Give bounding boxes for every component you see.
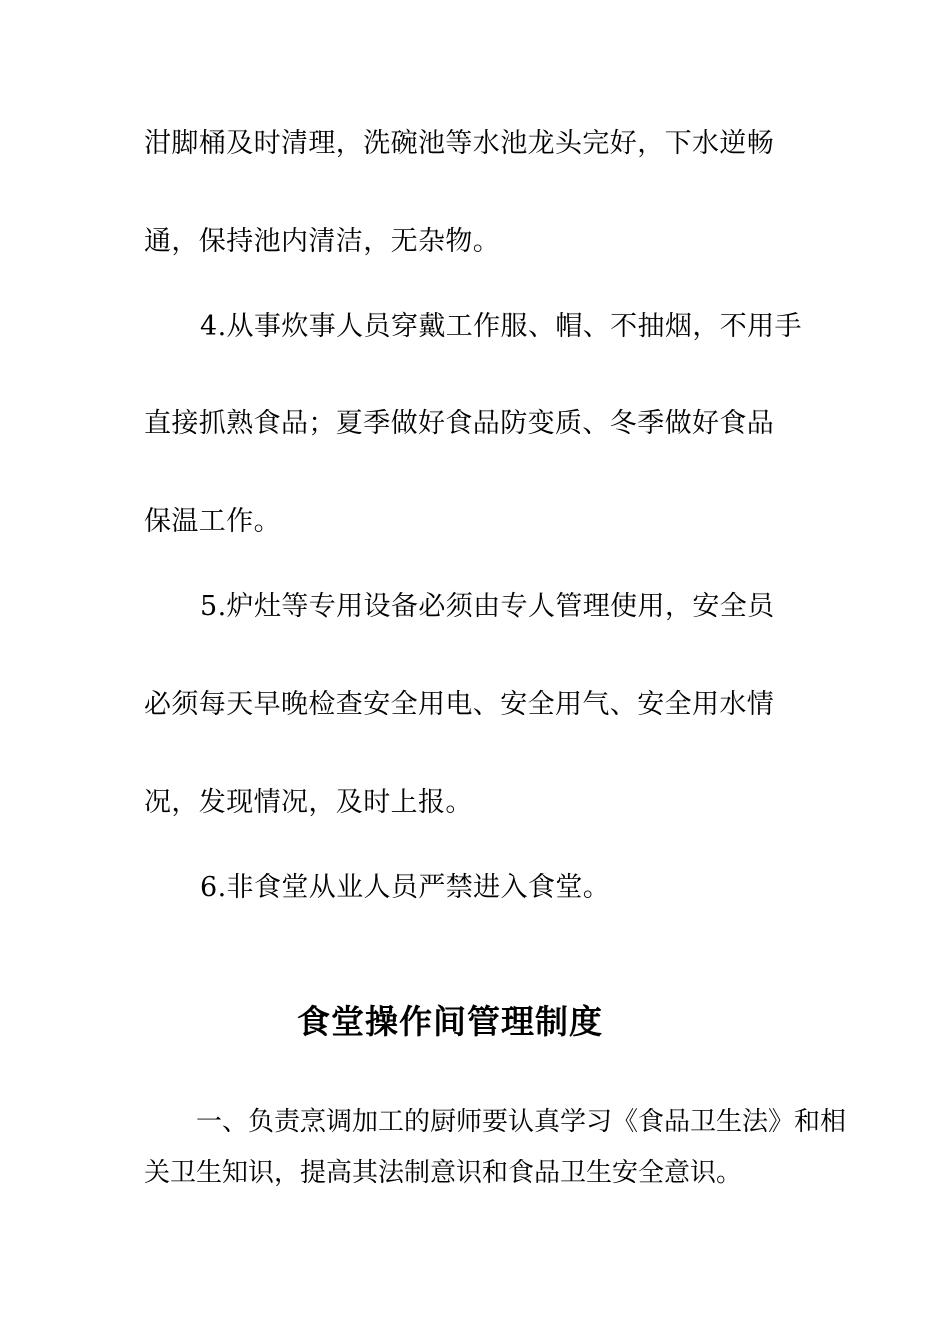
text-line: 泔脚桶及时清理，洗碗池等水池龙头完好，下水逆畅 <box>144 128 775 159</box>
text-line: 4.从事炊事人员穿戴工作服、帽、不抽烟，不用手 <box>200 311 802 342</box>
text-line: 5.炉灶等专用设备必须由专人管理使用，安全员 <box>200 591 775 622</box>
text-line: 保温工作。 <box>144 506 281 537</box>
section-title: 食堂操作间管理制度 <box>297 1002 603 1041</box>
text-line: 通，保持池内清洁，无杂物。 <box>144 226 501 257</box>
text-line: 一、负责烹调加工的厨师要认真学习《食品卫生法》和相 <box>196 1107 847 1137</box>
text-line: 直接抓熟食品；夏季做好食品防变质、冬季做好食品 <box>144 408 775 439</box>
text-line: 必须每天早晚检查安全用电、安全用气、安全用水情 <box>144 689 775 720</box>
text-line: 6.非食堂从业人员严禁进入食堂。 <box>200 872 611 903</box>
text-line: 况，发现情况，及时上报。 <box>144 787 473 818</box>
text-line: 关卫生知识，提高其法制意识和食品卫生安全意识。 <box>144 1158 743 1188</box>
